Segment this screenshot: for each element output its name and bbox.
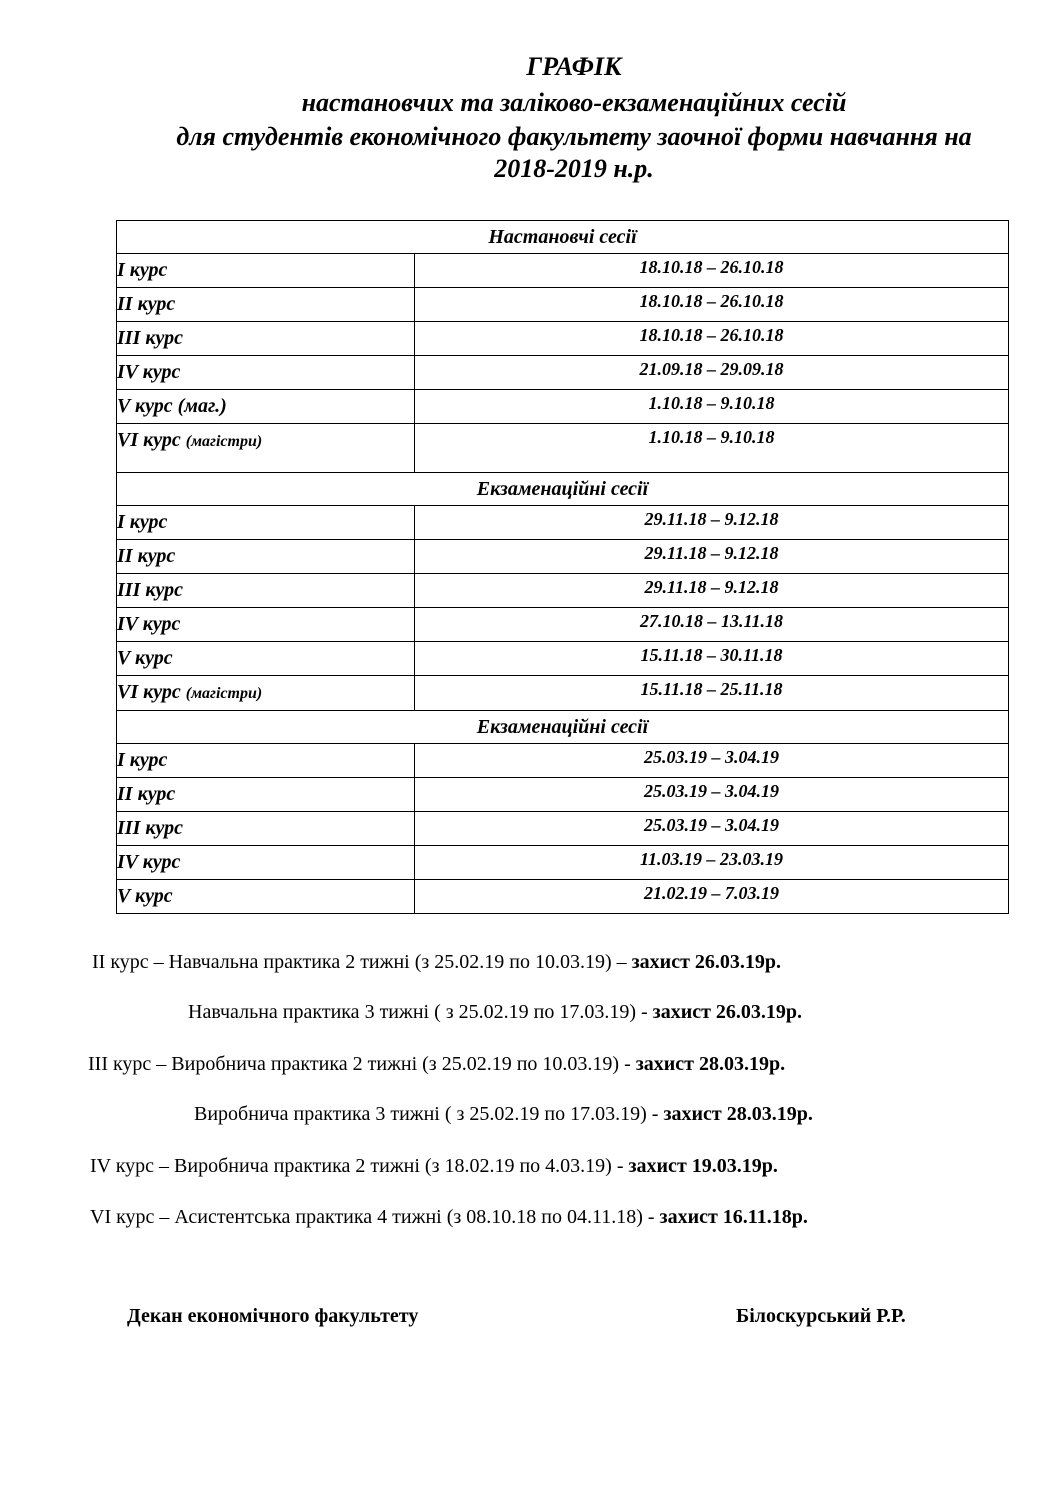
title-subtitle-line-1: настановчих та заліково-екзаменаційних сесій xyxy=(301,88,847,117)
dates-cell: 18.10.18 – 26.10.18 xyxy=(415,254,1009,288)
dates-cell: 25.03.19 – 3.04.19 xyxy=(415,778,1009,812)
dates-cell: 29.11.18 – 9.12.18 xyxy=(415,506,1009,540)
dates-cell: 11.03.19 – 23.03.19 xyxy=(415,846,1009,880)
table-row xyxy=(117,540,1009,574)
course-cell: V курс xyxy=(117,642,415,676)
practice-defense-date: захист 26.03.19р. xyxy=(652,1001,803,1023)
dates-cell: 29.11.18 – 9.12.18 xyxy=(415,574,1009,608)
practice-text: III курс – Виробнича практика 2 тижні (з 25.02.19 по 10.03.19) - xyxy=(88,1053,631,1075)
course-cell: II курс xyxy=(117,288,415,322)
table-row xyxy=(117,812,1009,846)
course-cell xyxy=(117,676,415,711)
signature-name: Білоскурський Р.Р. xyxy=(736,1305,906,1327)
table-row xyxy=(117,642,1009,676)
course-note: (магістри) xyxy=(185,433,263,450)
course-cell: II курс xyxy=(117,778,415,812)
practice-line xyxy=(194,1102,813,1126)
table-row xyxy=(117,744,1009,778)
dates-cell: 15.11.18 – 30.11.18 xyxy=(415,642,1009,676)
table-row xyxy=(117,880,1009,914)
dates-cell: 18.10.18 – 26.10.18 xyxy=(415,288,1009,322)
practice-line xyxy=(88,1052,785,1076)
table-row xyxy=(117,424,1009,473)
course-note: (магістри) xyxy=(185,685,263,702)
dates-cell: 21.02.19 – 7.03.19 xyxy=(415,880,1009,914)
signature-position: Декан економічного факультету xyxy=(127,1305,419,1327)
course-label: VI курс xyxy=(117,429,181,451)
course-cell: IV курс xyxy=(117,846,415,880)
title-heading: ГРАФІК xyxy=(526,52,622,81)
practice-text: II курс – Навчальна практика 2 тижні (з 25.02.19 по 10.03.19) – xyxy=(92,951,627,973)
practice-line xyxy=(90,1205,808,1229)
table-row xyxy=(117,254,1009,288)
dates-cell: 15.11.18 – 25.11.18 xyxy=(415,676,1009,711)
table-row xyxy=(117,608,1009,642)
dates-cell: 21.09.18 – 29.09.18 xyxy=(415,356,1009,390)
practice-defense-date: захист 28.03.19р. xyxy=(635,1053,786,1075)
section-heading: Настановчі сесії xyxy=(117,221,1009,254)
practice-line xyxy=(90,1154,778,1178)
course-cell: III курс xyxy=(117,574,415,608)
dates-cell: 25.03.19 – 3.04.19 xyxy=(415,812,1009,846)
practice-line xyxy=(92,950,781,974)
table-row xyxy=(117,676,1009,711)
course-cell: II курс xyxy=(117,540,415,574)
practice-defense-date: захист 19.03.19р. xyxy=(628,1155,778,1177)
table-row xyxy=(117,322,1009,356)
course-cell: I курс xyxy=(117,506,415,540)
table-row xyxy=(117,506,1009,540)
section-header-row xyxy=(117,711,1009,744)
course-label: VI курс xyxy=(117,681,181,703)
practice-text: VI курс – Асистентська практика 4 тижні (з 08.10.18 по 04.11.18) - xyxy=(90,1206,655,1228)
dates-cell: 1.10.18 – 9.10.18 xyxy=(415,424,1009,473)
section-header-row xyxy=(117,473,1009,506)
dates-cell: 27.10.18 – 13.11.18 xyxy=(415,608,1009,642)
course-cell: III курс xyxy=(117,812,415,846)
title-academic-year: 2018-2019 н.р. xyxy=(494,154,654,183)
course-cell: III курс xyxy=(117,322,415,356)
course-cell: I курс xyxy=(117,744,415,778)
course-cell: V курс xyxy=(117,880,415,914)
table-row xyxy=(117,574,1009,608)
table-row xyxy=(117,356,1009,390)
session-schedule-table xyxy=(116,220,1009,914)
practice-text: Виробнича практика 3 тижні ( з 25.02.19 по 17.03.19) - xyxy=(194,1103,659,1125)
dates-cell: 29.11.18 – 9.12.18 xyxy=(415,540,1009,574)
course-cell: IV курс xyxy=(117,608,415,642)
dates-cell: 1.10.18 – 9.10.18 xyxy=(415,390,1009,424)
title-subtitle-line-2: для студентів економічного факультету заочної форми навчання на xyxy=(176,122,972,151)
table-row xyxy=(117,288,1009,322)
course-cell: V курс (маг.) xyxy=(117,390,415,424)
course-cell: IV курс xyxy=(117,356,415,390)
practice-text: IV курс – Виробнича практика 2 тижні (з 18.02.19 по 4.03.19) - xyxy=(90,1155,624,1177)
practice-line xyxy=(188,1000,802,1024)
dates-cell: 25.03.19 – 3.04.19 xyxy=(415,744,1009,778)
section-header-row xyxy=(117,221,1009,254)
table-row xyxy=(117,846,1009,880)
practice-defense-date: захист 16.11.18р. xyxy=(659,1206,808,1228)
course-cell: I курс xyxy=(117,254,415,288)
practice-defense-date: захист 28.03.19р. xyxy=(663,1103,813,1125)
section-heading: Екзаменаційні сесії xyxy=(117,473,1009,506)
table-row xyxy=(117,778,1009,812)
practice-defense-date: захист 26.03.19р. xyxy=(631,951,782,973)
dates-cell: 18.10.18 – 26.10.18 xyxy=(415,322,1009,356)
section-heading: Екзаменаційні сесії xyxy=(117,711,1009,744)
course-cell xyxy=(117,424,415,473)
table-row xyxy=(117,390,1009,424)
practice-text: Навчальна практика 3 тижні ( з 25.02.19 по 17.03.19) - xyxy=(188,1001,648,1023)
